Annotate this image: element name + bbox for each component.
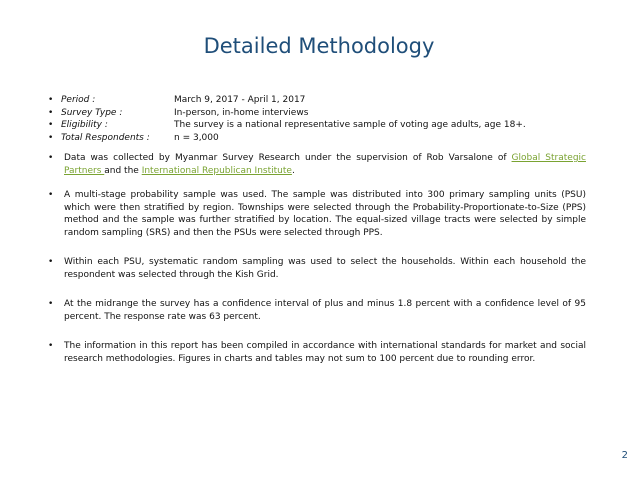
note-text: At the midrange the survey has a confidence interval of plus and minus 1.8 percent with a confidence level of 95 percent. The response rate was 63 percent. bbox=[64, 299, 586, 322]
note-confidence bbox=[48, 298, 586, 323]
note-text-part: and the bbox=[104, 165, 142, 176]
spec-label: Eligibility : bbox=[61, 120, 108, 130]
note-data-collection bbox=[48, 152, 586, 177]
note-sampling bbox=[48, 189, 586, 239]
spec-value: In-person, in-home interviews bbox=[174, 107, 309, 118]
bullet: • bbox=[48, 107, 54, 118]
bullet: • bbox=[48, 95, 54, 105]
spec-row-total-respondents bbox=[48, 132, 526, 145]
note-text: The information in this report has been compiled in accordance with international standards for market and social research methodologies. Figures in charts and tables may not sum to 100 percent due to rounding error. bbox=[64, 341, 586, 364]
page-number: 2 bbox=[621, 450, 628, 461]
global-strategic-partners-link[interactable]: Global Strategic Partners bbox=[64, 153, 586, 176]
iri-link[interactable]: International Republican Institute bbox=[141, 165, 292, 176]
spec-value: n = 3,000 bbox=[174, 132, 219, 143]
note-text bbox=[64, 152, 586, 177]
bullet: • bbox=[48, 341, 54, 351]
bullet: • bbox=[48, 120, 54, 130]
note-text-part: Data was collected by Myanmar Survey Research under the supervision of Rob Varsalone of bbox=[64, 153, 512, 163]
bullet: • bbox=[48, 153, 54, 163]
page-title: Detailed Methodology bbox=[203, 34, 435, 58]
bullet: • bbox=[48, 299, 54, 309]
bullet: • bbox=[48, 132, 54, 143]
note-text: Within each PSU, systematic random sampling was used to select the households. Within each household the respondent was selected through the Kish Grid. bbox=[64, 257, 586, 280]
spec-row-eligibility bbox=[48, 119, 526, 132]
spec-value: The survey is a national representative sample of voting age adults, age 18+. bbox=[174, 120, 526, 130]
note-psu bbox=[48, 256, 586, 281]
survey-specs bbox=[48, 94, 526, 144]
note-text: A multi-stage probability sample was used. The sample was distributed into 300 primary sampling units (PSU) which were then stratified by region. Townships were selected through the Probability-Proportionate-to-Size (PPS) method and the sample was further stratified by location. The equal-sized village tracts were selected by simple random sampling (SRS) and then the PSUs were selected through PPS. bbox=[64, 190, 586, 238]
spec-label: Survey Type : bbox=[61, 107, 123, 118]
spec-value: March 9, 2017 - April 1, 2017 bbox=[174, 95, 306, 105]
methodology-notes bbox=[48, 152, 586, 365]
spec-row-period bbox=[48, 94, 526, 107]
note-text-part: . bbox=[291, 165, 295, 176]
bullet: • bbox=[48, 190, 54, 200]
spec-label: Period : bbox=[61, 95, 96, 105]
spec-label: Total Respondents : bbox=[61, 132, 150, 143]
bullet: • bbox=[48, 257, 54, 267]
note-standards bbox=[48, 340, 586, 365]
spec-row-survey-type bbox=[48, 107, 526, 120]
